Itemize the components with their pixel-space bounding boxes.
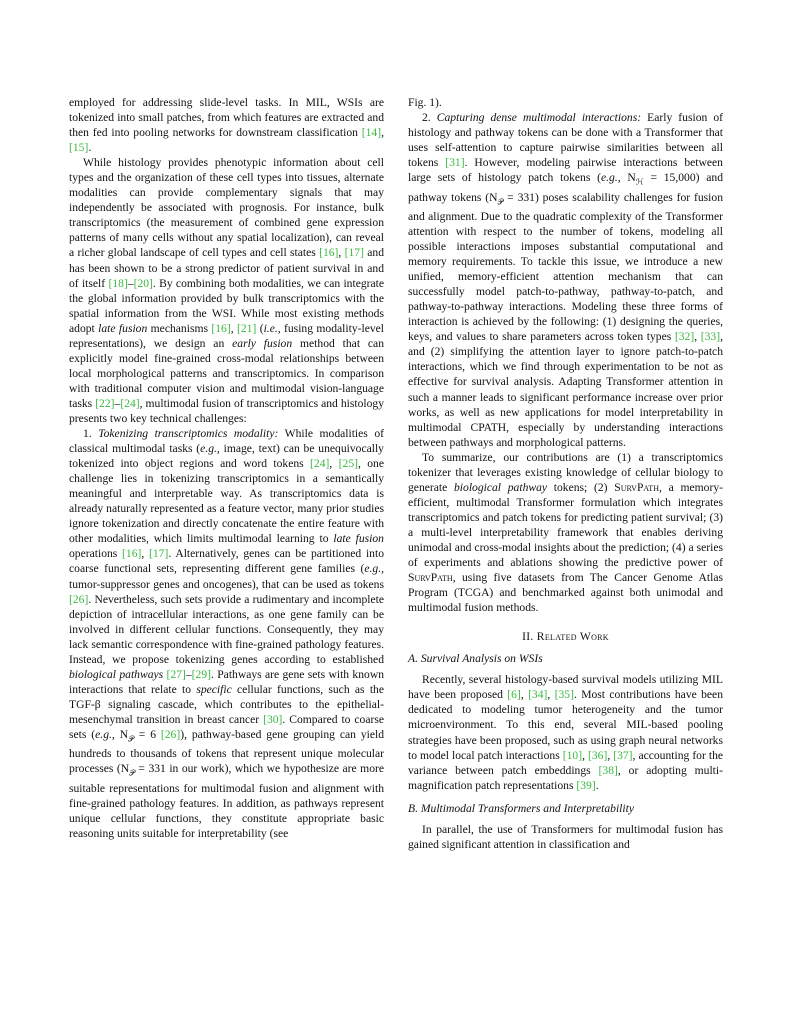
citation: [6] bbox=[507, 688, 521, 702]
paragraph-challenge-1: 1. Tokenizing transcriptomics modality: While modalities of classical multimodal tasks (e.g., image, text) can be unequivocally tokenized into object regions and word tokens [24], [25], one challenge lies in tokenizing transcriptomics in a semantically meaningful and interpretable way. As transcriptomics data is already naturally represented as a feature vector, many prior studies ignore tokenization and directly concatenate the entire feature with other modalities, which limits multimodal learning to late fusion operations [16], [17]. Alternatively, genes can be partitioned into coarse functional sets, representing different gene families (e.g., tumor-suppressor genes and oncogenes), that can be used as tokens [26]. Nevertheless, such sets provide a rudimentary and incomplete depiction of intracellular interactions, as one gene family can be involved in different cellular functions. Consequently, they may lack semantic correspondence with fine-grained pathology features. Instead, we propose tokenizing genes according to established biological pathways [27]–[29]. Pathways are gene sets with known interactions that relate to specific cellular functions, such as the TGF-β signaling cascade, which contributes to the epithelial-mesenchymal transition in breast cancer [30]. Compared to coarse sets (e.g., $N_𝒫 = 6$ [26]), pathway-based gene grouping can yield hundreds to thousands of tokens that represent unique molecular processes ($N_𝒫 = 331$ in our work), which we hypothesize are more suitable representations for multimodal fusion and alignment with fine-grained pathology features. In addition, as pathways represent unique cellular functions, they constitute appropriate basic reasoning units suitable for interpretability (see bbox=[69, 427, 385, 840]
citation: [16] bbox=[122, 547, 142, 561]
left-column bbox=[69, 95, 384, 841]
right-column bbox=[408, 95, 723, 852]
citation: [27] bbox=[166, 667, 186, 681]
citation: [25] bbox=[338, 457, 358, 471]
paragraph-multimodal-transformers: In parallel, the use of Transformers for multimodal fusion has gained significant attention in classification and bbox=[408, 822, 723, 851]
subsection-heading-survival: A. Survival Analysis on WSIs bbox=[408, 652, 543, 666]
citation: [39] bbox=[576, 778, 596, 792]
citation: [34] bbox=[528, 688, 548, 702]
subsection-heading-multimodal: B. Multimodal Transformers and Interpretability bbox=[408, 801, 634, 815]
paragraph-challenge-2: 2. Capturing dense multimodal interactions: Early fusion of histology and pathway tokens can be done with a Transformer that uses self-attention to capture pairwise similarities between all tokens [31]. However, modeling pairwise interactions between large sets of histology patch tokens (e.g., $N_ℋ = 15,000$) and pathway tokens $(N_𝒫 = 331)$ poses scalability challenges for fusion and alignment. Due to the quadratic complexity of the Transformer attention with respect to the number of tokens, modeling all possible interactions imposes substantial computational and memory requirements. To tackle this issue, we introduce a new unified, memory-efficient attention mechanism that can successfully model patch-to-pathway, pathway-to-patch, and pathway-to-pathway interactions. Modeling these three forms of interaction is achieved by the following: (1) designing the queries, keys, and values to share parameters across token types [32], [33], and (2) simplifying the attention layer to ignore patch-to-patch interactions, which we find through experimentation to be not as effective for survival analysis. Adapting Transformer attention in such a manner leads to significant performance increase over prior works, as well as new applications for model interpretability in multimodal CPATH, especially by understanding interactions between pathways and morphological patterns. bbox=[408, 111, 724, 449]
citation: [10] bbox=[562, 748, 583, 762]
paragraph-fig-ref: Fig. 1). bbox=[408, 96, 442, 109]
citation: [16] bbox=[319, 246, 339, 260]
citation: [21] bbox=[237, 321, 257, 335]
citation: [36] bbox=[587, 748, 608, 762]
citation: [22] bbox=[95, 396, 115, 410]
citation: [14] bbox=[361, 126, 382, 140]
citation: [20] bbox=[133, 276, 153, 290]
citation: [26] bbox=[69, 592, 89, 606]
citation: [38] bbox=[598, 763, 618, 777]
citation: [29] bbox=[191, 667, 211, 681]
citation: [35] bbox=[554, 688, 574, 702]
citation: [32] bbox=[674, 330, 695, 344]
citation: [33] bbox=[700, 330, 721, 344]
citation: [26] bbox=[160, 727, 181, 741]
citation: [24] bbox=[120, 396, 140, 410]
citation: [31] bbox=[445, 156, 465, 170]
citation: [17] bbox=[149, 547, 169, 561]
citation: [37] bbox=[613, 748, 633, 762]
citation: [17] bbox=[344, 246, 364, 260]
citation: [16] bbox=[211, 321, 231, 335]
citation: [24] bbox=[310, 457, 330, 471]
paragraph-survival-analysis: Recently, several histology-based survival models utilizing MIL have been proposed [6], [34], [35]. Most contributions have been dedicated to modeling tumor heterogeneity and the tumor microenvironment. To this end, several MIL-based pooling strategies have been proposed, such as using graph neural networks to model local patch interactions [10], [36], [37], accounting for the variance between patch embeddings [38], or adopting multi-magnification patch representations [39]. bbox=[408, 673, 724, 792]
paragraph-histology-transcriptomics: While histology provides phenotypic information about cell types and the organization of these cell types into tissues, alternate modalities can provide complementary signals that may independently be associated with prognosis. For instance, bulk transcriptomics (the measurement of combined gene expression patterns of many cells without any spatial localization), can reveal a richer global landscape of cell types and cell states [16], [17] and has been shown to be a strong predictor of patient survival in and of itself [18]–[20]. By combining both modalities, we can integrate the global information provided by bulk transcriptomics with the spatial information from the WSI. While most existing methods adopt late fusion mechanisms [16], [21] (i.e., fusing modality-level representations), we design an early fusion method that can explicitly model fine-grained cross-modal relationships between local morphological patterns and transcriptomics. In comparison with traditional computer vision and multimodal vision-language tasks [22]–[24], multimodal fusion of transcriptomics and histology presents two key technical challenges: bbox=[69, 156, 385, 425]
section-heading-related-work: II. Related Work bbox=[522, 630, 609, 644]
citation: [15] bbox=[69, 141, 89, 155]
paragraph-mil-intro: employed for addressing slide-level tasks. In MIL, WSIs are tokenized into small patches, from which features are extracted and then fed into pooling networks for downstream classification [14], [15]. bbox=[69, 96, 384, 155]
citation: [30] bbox=[263, 712, 283, 726]
citation: [18] bbox=[108, 276, 128, 290]
paragraph-contributions: To summarize, our contributions are (1) a transcriptomics tokenizer that leverages existing knowledge of cellular biology to generate biological pathway tokens; (2) SurvPath, a memory-efficient, multimodal Transformer formulation which integrates transcriptomics and patch tokens for predicting patient survival; (3) a multi-level interpretability framework that enables deriving unimodal and cross-modal insights about the prediction; (4) a series of experiments and ablations showing the predictive power of SurvPath, using five datasets from The Cancer Genome Atlas Program (TCGA) and benchmarked against both unimodal and multimodal fusion methods. bbox=[408, 450, 723, 615]
